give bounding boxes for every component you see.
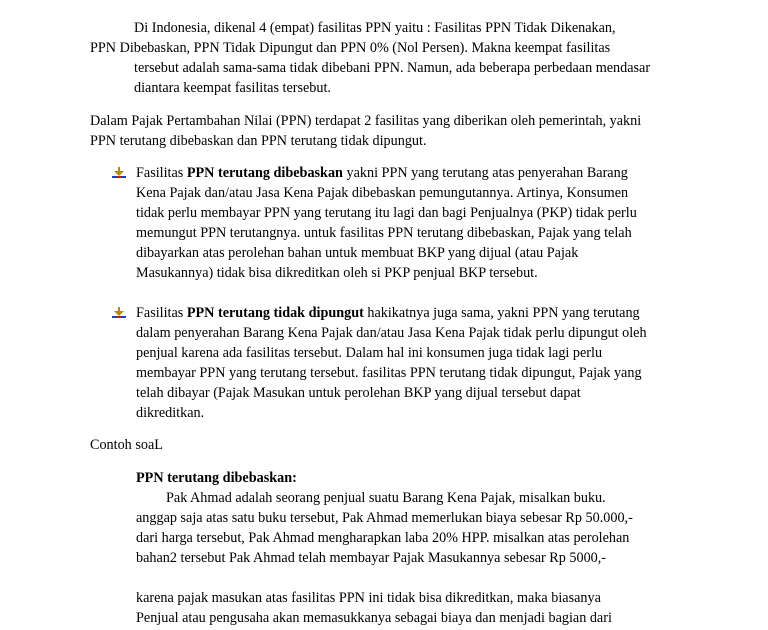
bullet-line: memungut PPN terutangnya. untuk fasilitas PPN terutang dibebaskan, Pajak yang telah	[136, 225, 632, 241]
example-line: dari harga tersebut, Pak Ahmad mengharapkan laba 20% HPP. misalkan atas perolehan	[136, 530, 630, 546]
bullet-first-rest: hakikatnya juga sama, yakni PPN yang terutang	[363, 305, 640, 321]
bullet-line: membayar PPN yang terutang tersebut. fasilitas PPN terutang tidak dipungut, Pajak yang	[136, 365, 642, 381]
bullet-prefix: Fasilitas	[136, 165, 187, 181]
example-line: Pak Ahmad adalah seorang penjual suatu Barang Kena Pajak, misalkan buku.	[166, 490, 606, 506]
bullet-text	[136, 163, 681, 283]
arrow-down-with-bar-icon	[112, 167, 126, 179]
intro-line: PPN Dibebaskan, PPN Tidak Dipungut dan PPN 0% (Nol Persen). Makna keempat fasilitas	[90, 40, 611, 56]
intro-paragraph	[90, 18, 676, 98]
bullet-line: tidak perlu membayar PPN yang terutang itu lagi dan bagi Penjualnya (PKP) tidak perlu	[136, 205, 637, 221]
facilities-line: PPN terutang dibebaskan dan PPN terutang tidak dipungut.	[90, 133, 427, 149]
bullet-line: Masukannya) tidak bisa dikreditkan oleh si PKP penjual BKP tersebut.	[136, 265, 538, 281]
bullet-term: PPN terutang dibebaskan	[186, 165, 343, 181]
bullet-line: dikreditkan.	[136, 405, 205, 421]
example-label: Contoh soaL	[90, 437, 163, 453]
example-line: karena pajak masukan atas fasilitas PPN ini tidak bisa dikreditkan, maka biasanya	[136, 590, 601, 606]
bullet-term: PPN terutang tidak dipungut	[186, 305, 364, 321]
bullet-line: penjual karena ada fasilitas tersebut. Dalam hal ini konsumen juga tidak lagi perlu	[136, 345, 603, 361]
example-paragraph	[136, 488, 668, 568]
intro-line: tersebut adalah sama-sama tidak dibebani PPN. Namun, ada beberapa perbedaan mendasar	[134, 60, 651, 76]
example-line: Penjual atau pengusaha akan memasukkanya sebagai biaya dan menjadi bagian dari	[136, 610, 612, 626]
bullet-line: dalam penyerahan Barang Kena Pajak dan/atau Jasa Kena Pajak tidak perlu dipungut oleh	[136, 325, 647, 341]
example-line: bahan2 tersebut Pak Ahmad telah membayar Pajak Masukannya sebesar Rp 5000,-	[136, 550, 607, 566]
bullet-text	[136, 303, 681, 423]
facilities-paragraph	[90, 111, 682, 151]
arrow-down-with-bar-icon	[112, 307, 126, 319]
bullet-line: telah dibayar (Pajak Masukan untuk perolehan BKP yang dijual tersebut dapat	[136, 385, 581, 401]
intro-line: Di Indonesia, dikenal 4 (empat) fasilitas PPN yaitu : Fasilitas PPN Tidak Dikenakan,	[134, 20, 616, 36]
bullet-line: dibayarkan atas perolehan bahan untuk membuat BKP yang dijual (atau Pajak	[136, 245, 579, 261]
bullet-prefix: Fasilitas	[136, 305, 187, 321]
example-paragraph-continued	[136, 588, 676, 628]
facilities-line: Dalam Pajak Pertambahan Nilai (PPN) terdapat 2 fasilitas yang diberikan oleh pemerintah, yakni	[90, 113, 642, 129]
bullet-first-rest: yakni PPN yang terutang atas penyerahan Barang	[342, 165, 628, 181]
intro-line: diantara keempat fasilitas tersebut.	[134, 80, 331, 96]
bullet-line: Kena Pajak dan/atau Jasa Kena Pajak dibebaskan pemungutannya. Artinya, Konsumen	[136, 185, 629, 201]
example-heading: PPN terutang dibebaskan:	[136, 470, 297, 486]
example-line: anggap saja atas satu buku tersebut, Pak Ahmad memerlukan biaya sebesar Rp 50.000,-	[136, 510, 633, 526]
